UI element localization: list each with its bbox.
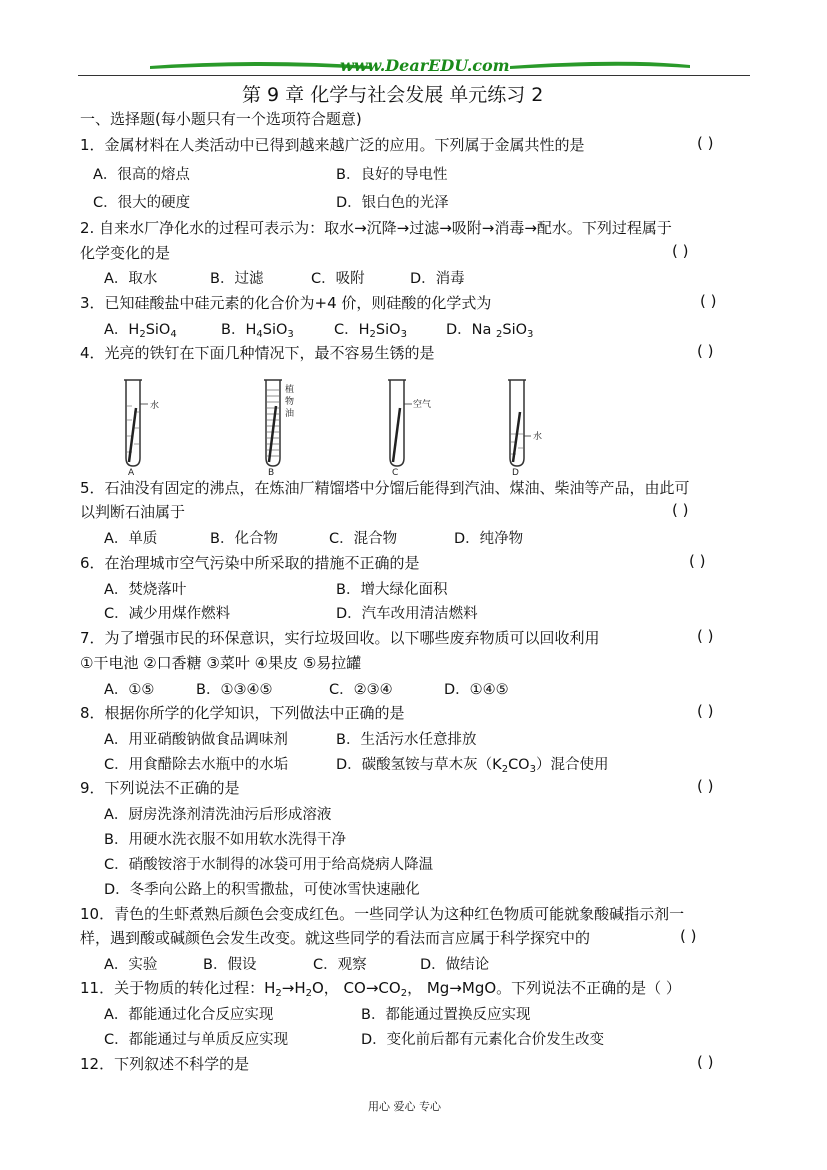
q10-option-c: C．观察 [313, 957, 367, 973]
q2-option-b: B．过滤 [210, 271, 264, 287]
q6-option-a: A．焚烧落叶 [104, 582, 187, 598]
q6-option-c: C．减少用煤作燃料 [104, 606, 231, 622]
q10-stem-line1: 10．青色的生虾煮熟后颜色会变成红色。一些同学认为这种红色物质可能就象酸碱指示剂一 [80, 905, 685, 923]
svg-text:水: 水 [150, 401, 160, 411]
q5-stem-line1: 5．石油没有固定的沸点，在炼油厂精馏塔中分馏后能得到汽油、煤油、柴油等产品，由此可 [80, 479, 690, 497]
q2-stem-line2: 化学变化的是 [80, 244, 171, 262]
q7-option-a: A．①⑤ [104, 682, 155, 698]
test-tube-d [508, 380, 542, 476]
q5-stem-line2: 以判断石油属于 [80, 503, 186, 521]
q10-option-d: D．做结论 [420, 957, 490, 973]
q7-option-c: C．②③④ [329, 682, 393, 698]
q9-stem: 9．下列说法不正确的是 [80, 779, 240, 797]
q7-answer-blank[interactable]: ( ) [697, 627, 714, 645]
q8-option-d: D．碳酸氢铵与草木灰$(K_2CO_3)$混合使用 [336, 757, 609, 775]
q4-answer-blank[interactable]: ( ) [697, 342, 714, 360]
q8-answer-blank[interactable]: ( ) [697, 702, 714, 720]
q12-answer-blank[interactable]: ( ) [697, 1053, 714, 1071]
q9-option-b: B．用硬水洗衣服不如用软水洗得干净 [104, 832, 346, 848]
test-tube-c [388, 380, 431, 476]
test-tube-b [264, 380, 294, 476]
q3-option-d: D．Na $_2$SiO$_3$ [446, 322, 534, 340]
q2-stem-line1: 2. 自来水厂净化水的过程可表示为：取水→沉降→过滤→吸附→消毒→配水。下列过程属于 [80, 219, 672, 237]
q2-option-d: D．消毒 [410, 271, 465, 287]
svg-text:植: 植 [285, 385, 295, 395]
q4-test-tubes-figure [110, 376, 560, 476]
svg-text:C: C [392, 468, 399, 476]
q11-option-b: B．都能通过置换反应实现 [361, 1007, 531, 1023]
svg-text:A: A [128, 468, 135, 476]
q8-option-b: B．生活污水任意排放 [336, 732, 477, 748]
q9-option-a: A．厨房洗涤剂清洗油污后形成溶液 [104, 807, 332, 823]
q6-stem: 6．在治理城市空气污染中所采取的措施不正确的是 [80, 554, 420, 572]
test-tube-a [124, 380, 159, 476]
q7-items: ①干电池 ②口香糖 ③菜叶 ④果皮 ⑤易拉罐 [80, 654, 362, 672]
q7-stem: 7．为了增强市民的环保意识，实行垃圾回收。以下哪些废弃物质可以回收利用 [80, 629, 600, 647]
q10-stem-line2: 样，遇到酸或碱颜色会发生改变。就这些同学的看法而言应属于科学探究中的 [80, 929, 591, 947]
q1-answer-blank[interactable]: ( ) [697, 134, 714, 152]
page-footer: 用心 爱心 专心 [368, 1100, 441, 1113]
q5-option-a: A．单质 [104, 531, 158, 547]
q10-answer-blank[interactable]: ( ) [680, 927, 697, 945]
q5-option-c: C．混合物 [329, 531, 398, 547]
q8-option-c: C．用食醋除去水瓶中的水垢 [104, 757, 289, 773]
q8-option-a: A．用亚硝酸钠做食品调味剂 [104, 732, 288, 748]
q6-option-b: B．增大绿化面积 [336, 582, 448, 598]
page-title: 第 9 章 化学与社会发展 单元练习 2 [242, 84, 544, 106]
svg-text:油: 油 [285, 409, 295, 419]
q12-stem: 12．下列叙述不科学的是 [80, 1055, 250, 1073]
q6-answer-blank[interactable]: ( ) [689, 552, 706, 570]
q7-option-b: B．①③④⑤ [196, 682, 273, 698]
q11-option-a: A．都能通过化合反应实现 [104, 1007, 274, 1023]
q3-stem: 3．已知硅酸盐中硅元素的化合价为+4 价，则硅酸的化学式为 [80, 294, 492, 312]
q6-option-d: D．汽车改用清洁燃料 [336, 606, 478, 622]
q1-option-a: A．很高的熔点 [93, 167, 190, 183]
q10-option-b: B．假设 [203, 957, 257, 973]
q5-option-b: B．化合物 [210, 531, 278, 547]
q1-stem: 1．金属材料在人类活动中已得到越来越广泛的应用。下列属于金属共性的是 [80, 136, 585, 154]
q11-option-c: C．都能通过与单质反应实现 [104, 1032, 289, 1048]
q5-option-d: D．纯净物 [454, 531, 524, 547]
q11-stem: 11．关于物质的转化过程：$H_2\to H_2O$， $CO\to CO_2$， Mg→MgO。下列说法不正确的是（ ） [80, 979, 681, 999]
q10-option-a: A．实验 [104, 957, 158, 973]
q8-stem: 8．根据你所学的化学知识，下列做法中正确的是 [80, 704, 405, 722]
q5-answer-blank[interactable]: ( ) [672, 501, 689, 519]
q9-option-c: C．硝酸铵溶于水制得的冰袋可用于给高烧病人降温 [104, 857, 434, 873]
q2-option-a: A．取水 [104, 271, 158, 287]
q3-answer-blank[interactable]: ( ) [700, 292, 717, 310]
q2-answer-blank[interactable]: ( ) [672, 242, 689, 260]
site-banner[interactable]: www.DearEDU.com [340, 56, 510, 75]
svg-text:空气: 空气 [413, 400, 432, 410]
header-rule [78, 75, 750, 76]
svg-text:水: 水 [533, 432, 543, 442]
section-heading: 一、选择题(每小题只有一个选项符合题意) [80, 110, 362, 128]
q7-option-d: D．①④⑤ [444, 682, 509, 698]
q1-option-c: C．很大的硬度 [93, 195, 191, 211]
q3-option-a: A．$H_2SiO_4$ [104, 322, 177, 340]
q2-option-c: C．吸附 [311, 271, 365, 287]
q11-option-d: D．变化前后都有元素化合价发生改变 [361, 1032, 605, 1048]
q9-option-d: D．冬季向公路上的积雪撒盐，可使冰雪快速融化 [104, 882, 420, 898]
svg-text:物: 物 [285, 397, 295, 407]
q3-option-b: B．$H_4SiO_3$ [221, 322, 294, 340]
q1-option-d: D．银白色的光泽 [336, 195, 449, 211]
q1-option-b: B．良好的导电性 [336, 167, 448, 183]
q4-stem: 4．光亮的铁钉在下面几种情况下，最不容易生锈的是 [80, 344, 435, 362]
q3-option-c: C．$H_2SiO_3$ [334, 322, 407, 340]
svg-text:D: D [512, 468, 519, 476]
q9-answer-blank[interactable]: ( ) [697, 777, 714, 795]
svg-text:B: B [268, 468, 275, 476]
